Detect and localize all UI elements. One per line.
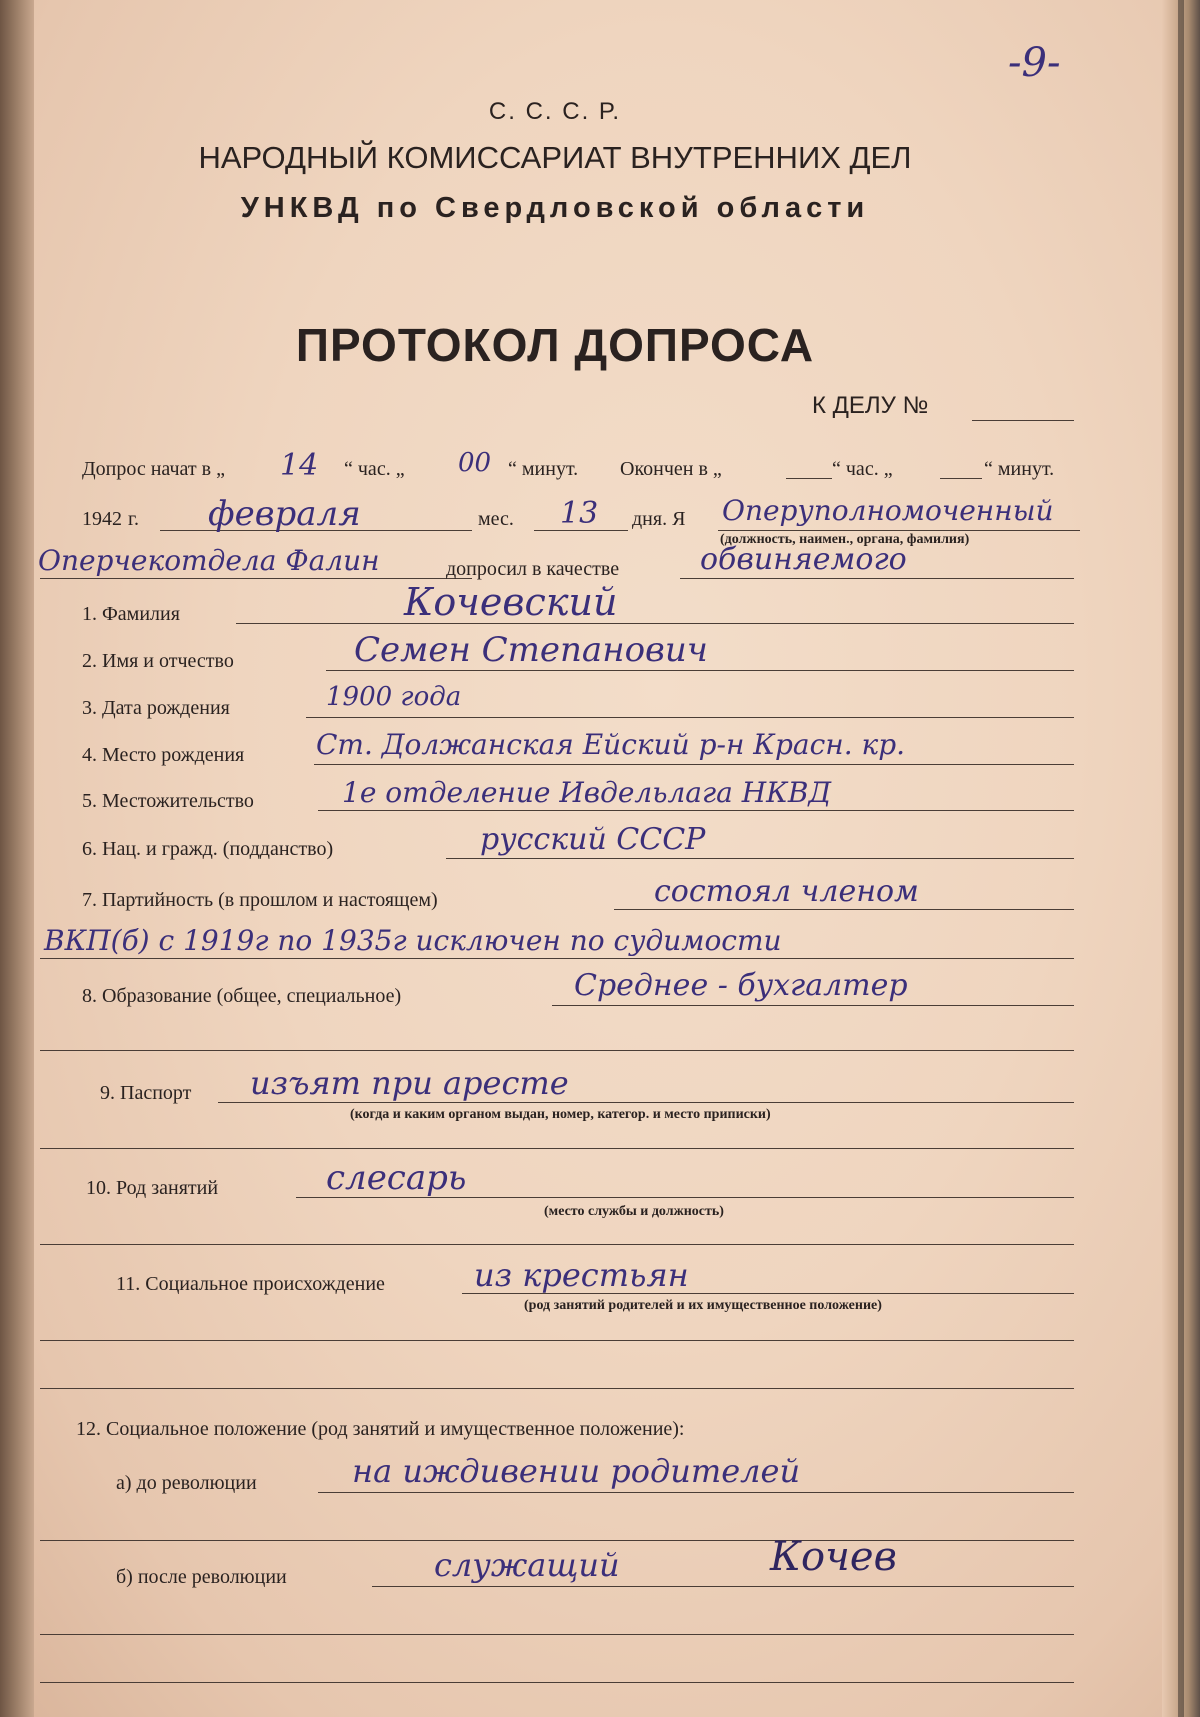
before-revolution-value: на иждивении родителей — [352, 1452, 801, 1490]
after-revolution-label: б) после революции — [116, 1566, 287, 1588]
end-label: Окончен в „ — [620, 458, 722, 480]
birth-date-value: 1900 года — [326, 682, 462, 712]
party-label: 7. Партийность (в прошлом и настоящем) — [82, 889, 438, 911]
end-hour-label: “ час. „ — [832, 458, 893, 480]
passport-line-2 — [40, 1148, 1074, 1149]
education-value: Среднее - бухгалтер — [574, 968, 908, 1003]
after-revolution-line-3 — [40, 1682, 1074, 1683]
surname-label: 1. Фамилия — [82, 603, 180, 625]
day-label: дня. Я — [632, 508, 686, 530]
occupation-label: 10. Род занятий — [86, 1177, 219, 1199]
year-value: 1942 — [82, 508, 122, 530]
passport-caption: (когда и каким органом выдан, номер, категор. и место приписки) — [350, 1107, 771, 1122]
name-label: 2. Имя и отчество — [82, 650, 234, 672]
official-line — [718, 530, 1080, 531]
sheet-number: -9- — [1008, 40, 1061, 86]
birth-place-line — [314, 764, 1074, 765]
official-value-2: Оперчекотдела Фалин — [38, 544, 380, 577]
birth-date-line — [306, 717, 1074, 718]
party-value-2: ВКП(б) с 1919г по 1935г исключен по судимости — [44, 924, 782, 957]
after-revolution-line — [372, 1586, 1074, 1587]
social-status-label: 12. Социальное положение (род занятий и имущественное положение): — [76, 1418, 685, 1440]
start-label: Допрос начат в „ — [82, 458, 225, 480]
official-line-2 — [40, 578, 472, 579]
capacity-line — [680, 578, 1074, 579]
questioned-label: допросил в качестве — [446, 558, 620, 580]
minute-label: “ минут. — [508, 458, 579, 480]
before-revolution-line-2 — [40, 1540, 1074, 1541]
document-title: ПРОТОКОЛ ДОПРОСА — [295, 319, 815, 371]
birth-date-label: 3. Дата рождения — [82, 697, 230, 719]
name-line — [326, 670, 1074, 671]
ussr-heading: С. С. С. Р. — [488, 98, 622, 125]
surname-value: Кочевский — [404, 580, 618, 624]
end-hour-line — [786, 478, 832, 479]
nationality-line — [446, 858, 1074, 859]
residence-label: 5. Местожительство — [82, 790, 254, 812]
official-value: Оперуполномоченный — [722, 494, 1054, 527]
origin-line-2 — [40, 1340, 1074, 1341]
start-hour-value: 14 — [280, 448, 319, 483]
capacity-value: обвиняемого — [700, 542, 907, 577]
residence-value: 1е отделение Ивдельлага НКВД — [342, 776, 832, 809]
name-value: Семен Степанович — [354, 630, 708, 670]
month-label: мес. — [478, 508, 514, 530]
case-number-line — [972, 420, 1074, 421]
passport-label: 9. Паспорт — [100, 1082, 192, 1104]
signature: Кочев — [770, 1534, 897, 1580]
occupation-value: слесарь — [326, 1158, 467, 1198]
before-revolution-line — [318, 1492, 1074, 1493]
before-revolution-label: а) до революции — [116, 1472, 257, 1494]
birth-place-label: 4. Место рождения — [82, 744, 245, 766]
binding-edge — [0, 0, 34, 1717]
occupation-caption: (место службы и должность) — [544, 1204, 724, 1219]
party-value: состоял членом — [654, 874, 919, 909]
year-suffix: г. — [128, 508, 139, 530]
case-number-label: К ДЕЛУ № — [812, 392, 929, 419]
origin-line-3 — [40, 1388, 1074, 1389]
end-minute-label: “ минут. — [984, 458, 1055, 480]
party-line — [614, 909, 1074, 910]
start-minute-value: 00 — [458, 448, 492, 478]
surname-line — [236, 623, 1074, 624]
nationality-value: русский СССР — [480, 822, 706, 857]
directorate-heading: УНКВД по Свердловской области — [240, 192, 870, 224]
occupation-line-2 — [40, 1244, 1074, 1245]
hour-label: “ час. „ — [344, 458, 405, 480]
day-value: 13 — [560, 496, 599, 531]
party-line-2 — [40, 958, 1074, 959]
commissariat-heading: НАРОДНЫЙ КОМИССАРИАТ ВНУТРЕННИХ ДЕЛ — [198, 140, 912, 175]
origin-value: из крестьян — [474, 1256, 689, 1294]
education-line — [552, 1005, 1074, 1006]
nationality-label: 6. Нац. и гражд. (подданство) — [82, 838, 334, 860]
month-value: февраля — [208, 494, 361, 534]
education-label: 8. Образование (общее, специальное) — [82, 985, 402, 1007]
end-minute-line — [940, 478, 982, 479]
education-line-2 — [40, 1050, 1074, 1051]
origin-caption: (род занятий родителей и их имущественное положение) — [524, 1298, 882, 1313]
residence-line — [318, 810, 1074, 811]
origin-label: 11. Социальное происхождение — [116, 1273, 385, 1295]
page-edge — [1178, 0, 1184, 1717]
official-caption: (должность, наимен., органа, фамилия) — [720, 532, 970, 547]
after-revolution-line-2 — [40, 1634, 1074, 1635]
passport-value: изъят при аресте — [250, 1064, 569, 1102]
passport-line — [218, 1102, 1074, 1103]
after-revolution-value: служащий — [434, 1546, 620, 1584]
birth-place-value: Ст. Должанская Ейский р-н Красн. кр. — [316, 728, 906, 761]
